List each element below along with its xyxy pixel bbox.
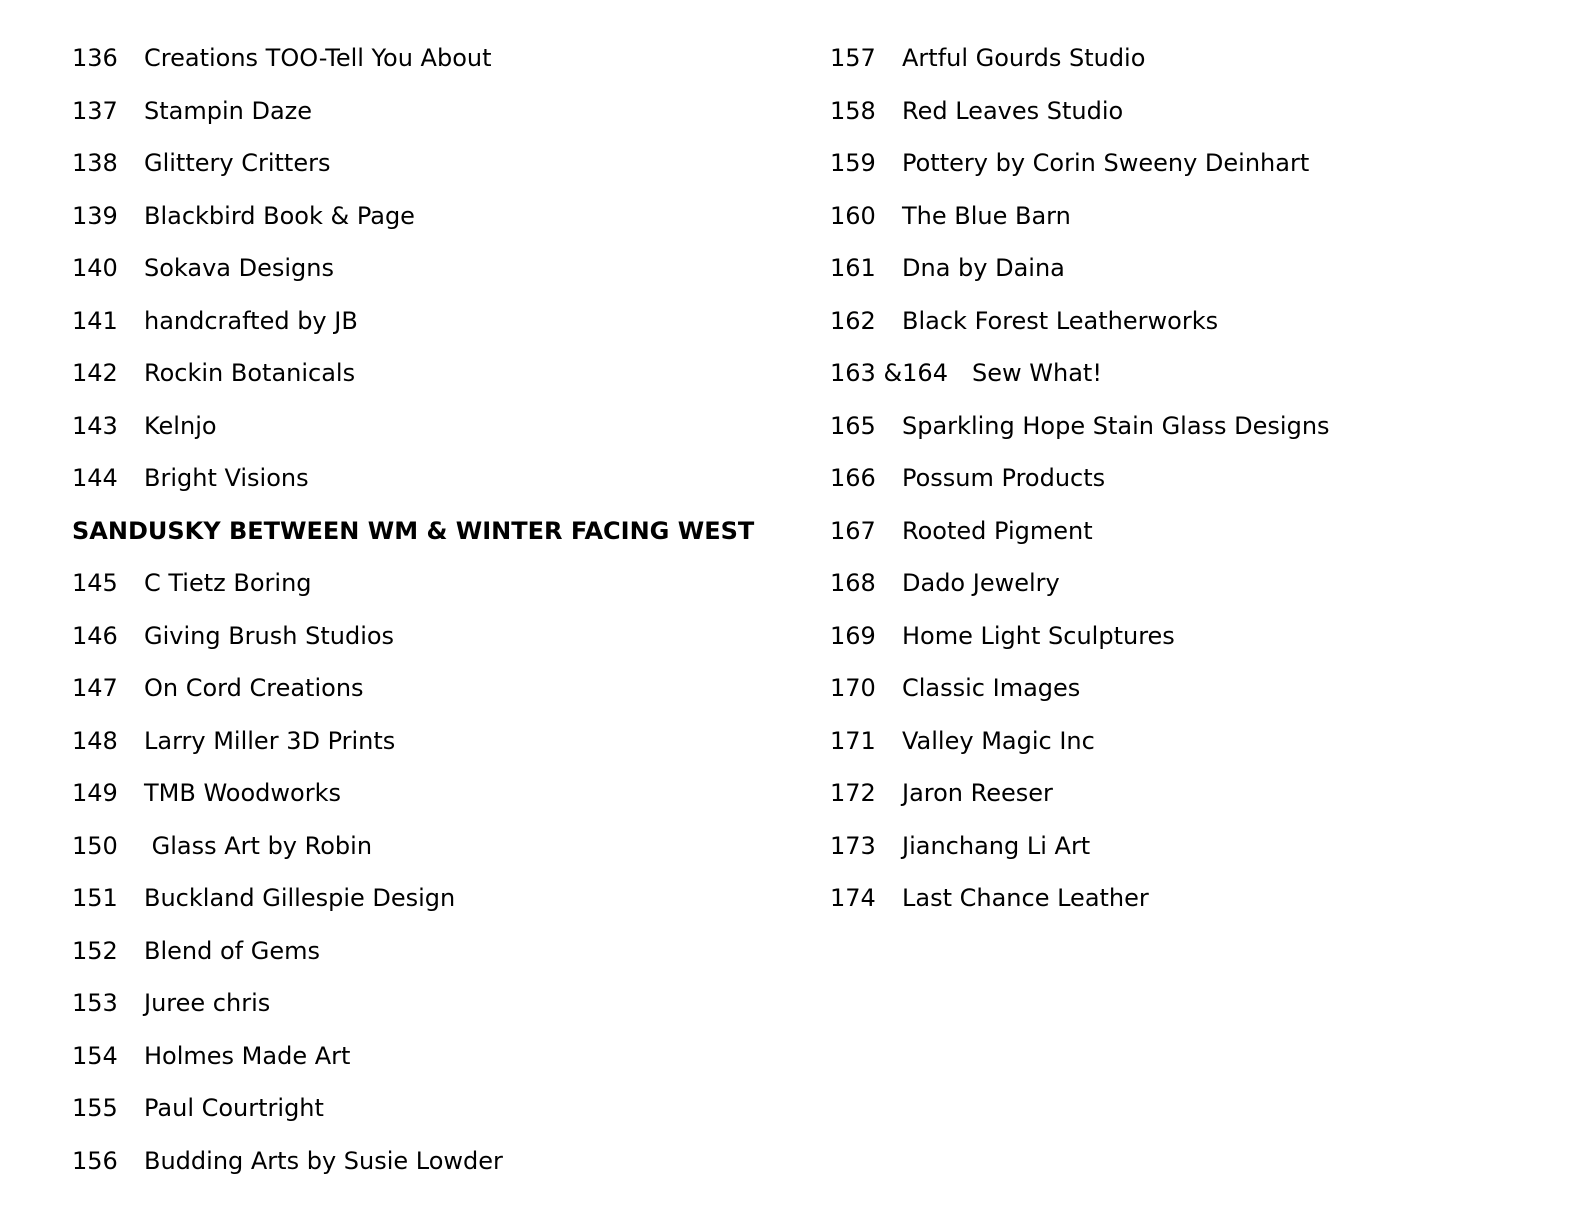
vendor-name: Glass Art by Robin [144,831,373,860]
booth-number: 149 [72,779,118,808]
booth-number: 161 [830,254,876,283]
booth-number: 152 [72,936,118,965]
list-item [72,85,772,138]
booth-number: 165 [830,411,876,440]
list-item [830,557,1530,610]
vendor-name: Giving Brush Studios [144,621,395,650]
list-item [830,610,1530,663]
booth-number: 171 [830,726,876,755]
list-item [830,190,1530,243]
booth-number: 145 [72,569,118,598]
list-item [830,347,1530,400]
vendor-name: Rooted Pigment [902,516,1093,545]
list-item [830,662,1530,715]
booth-number: 148 [72,726,118,755]
booth-number: 140 [72,254,118,283]
booth-number: 142 [72,359,118,388]
booth-number: 170 [830,674,876,703]
vendor-name: Blend of Gems [144,936,320,965]
vendor-name: Paul Courtright [144,1094,324,1123]
booth-number: 167 [830,516,876,545]
booth-number: 173 [830,831,876,860]
vendor-name: Larry Miller 3D Prints [144,726,396,755]
list-item [72,872,772,925]
vendor-name: Sew What! [972,359,1102,388]
vendor-name: Glittery Critters [144,149,331,178]
list-item [72,610,772,663]
list-item [72,400,772,453]
list-item [830,872,1530,925]
list-item [830,767,1530,820]
booth-number: 158 [830,96,876,125]
vendor-name: TMB Woodworks [144,779,341,808]
vendor-name: Blackbird Book & Page [144,201,415,230]
vendor-name: Creations TOO-Tell You About [144,44,492,73]
vendor-name: Rockin Botanicals [144,359,356,388]
list-item [830,242,1530,295]
booth-number: 162 [830,306,876,335]
vendor-name: Jaron Reeser [902,779,1053,808]
vendor-name: Last Chance Leather [902,884,1149,913]
list-item [72,925,772,978]
list-item [72,557,772,610]
list-item [72,1135,772,1188]
section-heading [72,505,772,558]
booth-number: 144 [72,464,118,493]
booth-number: 155 [72,1094,118,1123]
booth-number: 151 [72,884,118,913]
list-item [72,32,772,85]
list-item [72,977,772,1030]
booth-number: 153 [72,989,118,1018]
booth-number: 136 [72,44,118,73]
vendor-name: Juree chris [144,989,271,1018]
vendor-name: Valley Magic Inc [902,726,1095,755]
booth-number: 154 [72,1041,118,1070]
list-item [72,242,772,295]
booth-number: 147 [72,674,118,703]
vendor-name: Classic Images [902,674,1081,703]
vendor-name: C Tietz Boring [144,569,312,598]
booth-number: 157 [830,44,876,73]
list-item [830,295,1530,348]
list-item [830,505,1530,558]
booth-number: 139 [72,201,118,230]
booth-number: 174 [830,884,876,913]
vendor-name: Budding Arts by Susie Lowder [144,1146,503,1175]
booth-number: 138 [72,149,118,178]
right-column [830,32,1530,925]
list-item [72,820,772,873]
list-item [72,1030,772,1083]
booth-number: 156 [72,1146,118,1175]
list-item [830,452,1530,505]
section-heading-text: SANDUSKY BETWEEN WM & WINTER FACING WEST [72,516,755,545]
list-item [72,137,772,190]
vendor-name: handcrafted by JB [144,306,358,335]
list-item [72,190,772,243]
vendor-name: Pottery by Corin Sweeny Deinhart [902,149,1310,178]
list-item [72,767,772,820]
vendor-name: Stampin Daze [144,96,313,125]
list-item [72,1082,772,1135]
list-item [72,715,772,768]
vendor-name: Bright Visions [144,464,309,493]
list-item [830,85,1530,138]
booth-number: 150 [72,831,118,860]
vendor-name: Sokava Designs [144,254,335,283]
vendor-name: Home Light Sculptures [902,621,1175,650]
list-item [72,295,772,348]
booth-number: 159 [830,149,876,178]
booth-number: 168 [830,569,876,598]
vendor-name: Red Leaves Studio [902,96,1124,125]
left-column [72,32,772,1187]
vendor-name: Sparkling Hope Stain Glass Designs [902,411,1330,440]
booth-number: 160 [830,201,876,230]
booth-number: 166 [830,464,876,493]
vendor-name: Holmes Made Art [144,1041,351,1070]
vendor-name: Jianchang Li Art [902,831,1091,860]
booth-number: 141 [72,306,118,335]
list-item [72,347,772,400]
vendor-name: Artful Gourds Studio [902,44,1146,73]
booth-number: 143 [72,411,118,440]
vendor-name: Dado Jewelry [902,569,1060,598]
list-item [72,662,772,715]
vendor-name: Buckland Gillespie Design [144,884,456,913]
list-item [830,32,1530,85]
list-item [830,400,1530,453]
vendor-name: The Blue Barn [902,201,1071,230]
list-item [830,715,1530,768]
booth-number: 137 [72,96,118,125]
booth-number: 163 &164 [830,359,948,388]
booth-number: 172 [830,779,876,808]
vendor-name: Black Forest Leatherworks [902,306,1219,335]
vendor-name: Kelnjo [144,411,217,440]
list-item [72,452,772,505]
vendor-name: Dna by Daina [902,254,1065,283]
vendor-name: On Cord Creations [144,674,364,703]
vendor-name: Possum Products [902,464,1106,493]
booth-number: 169 [830,621,876,650]
list-item [830,820,1530,873]
booth-number: 146 [72,621,118,650]
list-item [830,137,1530,190]
